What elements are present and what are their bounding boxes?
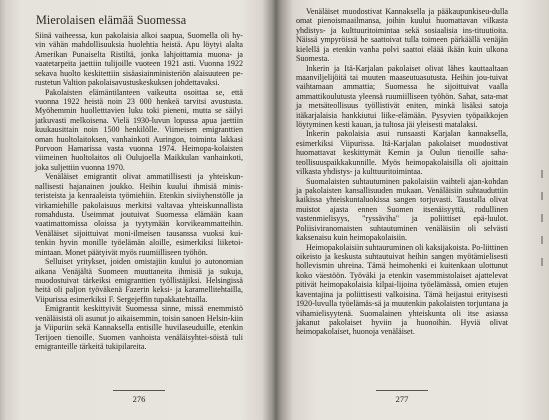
right-page	[276, 0, 549, 420]
paragraph: Suomalaisten suhtautuminen pakolaisiin vaihteli ajan-kohdan ja pakolaisten kansallisuuden mukaan. Venäläisiin suhtauduttiin kaikissa yhteiskuntaluokissa sangen torjuvasti. Taustalla olivat muistot ajasta ennen Suomen itsenäisyyttä, rodullinen vastenmielisyys, "ryssävihа" ja poliittiset epä-luulot. Poliisiviranomaisten suhtautuminen venäläisiin oli selvästi kaksenaisu kuin heimopakolaisiin.	[296, 176, 508, 243]
paragraph: Pakolaisten elämäntilanteen vaikeutta osoittaa se, että vuonna 1922 heistä noin 23 000 henkeä tarvitsi avustusta. Myöhemmin huolletttavien luku toki pieneni, mutta se säilyi jatkuvasti melkoisena. Vielä 1930-luvun lopussa apua jaettiin kuukausittain noin 1500 henkilölle. Viimeisen emigranttien oman huoltolaitoksen, vanhainkoti Auringon, toiminta lakkasi Porvoon Hamarissa vasta vuonna 1974. Heimopa-kolaisten viimeinen huoltolaitos oli Oulujoella Maikkulan vanhainkoti, joka suljettiin vuonna 1970.	[35, 87, 243, 172]
footer-rule	[376, 390, 428, 391]
page-number: 277	[395, 394, 409, 404]
paragraph: Heimopakolaisiin suhtauruminen oli kaksijakoista. Po-liittinen oikeisto ja keskusta suhtautuivat heihin sangen myötämielisesti hollevismin uhreina. Tämä heimohenki ei kuitenkaan ulottunut koko väestöön. Työväki ja etenkin vasemmistolaiset ajattelevat pitivät heimopakolaisia kilpai-lijoina työelämässä, omien etujen kaventajina ja poliittisesti valkoisina. Tämä heijastui erityisesti 1920-luvulla työelämäs-sä ja muutenkin pakolaisten torjuntana ja vihamielisyytenä. Suomalainen yhteiskunta oli itse asiassa jakanut pakolaiset hyviin ja huonoihin. Hyviä olivat heimopakolaiset, huonoja venäläiset.	[296, 242, 508, 337]
right-page-body	[296, 7, 508, 337]
paragraph: Inkerin pakolaisia asui runsaasti Karjalan kannaksella, esimerkiksi Viipurissa. Itä-Karjalan pakolaiset muodostivat huomattavat keskittymät Kemin ja Oulun tienoille saha-teollisuuspaikkakunnille. Myös heimopakolaisilla oli ajoittain vilkasta yhdistys- ja kulttuuritoimintaa.	[296, 129, 508, 177]
paragraph: Emigrantit keskittyivät Suomessa sinne, missä enemmistö venäläisistä oli asunut jo aikaisemmin, toisin sanoen Helsin-kiin ja Viipuriin sekä Kannaksella entisille huvilaseuduille, etenkin Terijoen tienoille. Suomen vanhoista venäläisyhtei-söistä tuli emigranteille tärkeitä tukipilareita.	[35, 304, 243, 351]
paragraph: Inkerin ja Itä-Karjalan pakolaiset olivat lähes kauttaaltaan maanviljelijöitä tai muuten maaseutuasutusta. Heihin jou-tuivat vaihtamaan ammattia; Suomessa he sijoittuivat vaalla ammattikoulutusta yleensä ruumiilliseen työhön. Sahat, sata-mat ja metsäteollisuus työllistivät eniten, minkä lisäksi satoja itäkarjalaisia hankkiutui liike-elämään. Pysyvien työpaikkojen löytyminen kesti kauan, ja tultosa jäi yleisesti matalaksi.	[296, 63, 508, 130]
left-page-body	[35, 31, 243, 351]
paragraph: Venäläiset muodostivat Kannaksella ja pääkaupunkiseu-dulla omat pienoismaailmansa, joihin kuului huomattavan vilkasta yhdistys- ja kulttuuritoimintaa sekä sosiaalisia ins-tituutioita. Näissä ympyröissä he saattoivat tulla toimeen pärkäällä venäjän kielellä ja etenkin vanha polvi saattoi eläää ikään kuin ulkona Suomesta.	[296, 7, 508, 64]
running-head: Mierolaisen elämää Suomessa	[36, 13, 187, 27]
footer-rule	[113, 390, 165, 391]
paragraph: Venäläiset emigrantit olivat ammatillisesti ja yhteiskun-nallisesti hajanainen joukko. Heihin kuului ihmisiä minis-teristeista ja kenraaleista työmiehiin. Etenkin siviiyhenstölle ja virkamiehille pakolaisuus merkitsi valtavaa yhteiskunnallista romahdusta. Useimmat joutuivat Suomessa elämään kaan vaatimattomissa oloissa ja tyytymään korvikeammatteihin. Venäläiset sijoittuivat moni-ilmeisen tausanssa vuoksi kui-tenkin hyvin monille työelämän aloille, esimerkiksi liiketoi-mintaan. Monet päätyivät myös ruumiilliseen työhön.	[35, 172, 243, 257]
paragraph: Siinä vaiheessa, kun pakolaisia alkoi saapua, Suomella oli hy-vin vähän mahdollisuuksia huolehtia heistä. Apu löytyi alalta Amerikan Punaiselta Ristiltä, jonka lahjoittamia muona- ja vaatetarpeita jaettiin tulijoille vuoteen 1921 asti. Vuonna 1922 sekava huolto keskitettiin sisäasiainministeriön alaisuuteen pe-rustetun Valtion pakolaisavustuskeskuksen johdettavaksi.	[35, 31, 243, 88]
page-number: 276	[132, 394, 146, 404]
left-page	[0, 0, 274, 420]
paragraph: Selluiset yritykset, joiden omistajiin kuului jo autonomian aikana Venäjältä Suomeen muuttaneita ihmisiä ja sukuja, muodostuivat tärkeiksi emigranttien työllistäjiksi. Helsingissä heitä oli paljon työväkenä Fazerin keksi- ja karamellitehtailla, Viipurissa esimerkiksi F. Sergejeffin tupakkatehtailla.	[35, 257, 243, 304]
page-edge-marks	[539, 170, 545, 280]
